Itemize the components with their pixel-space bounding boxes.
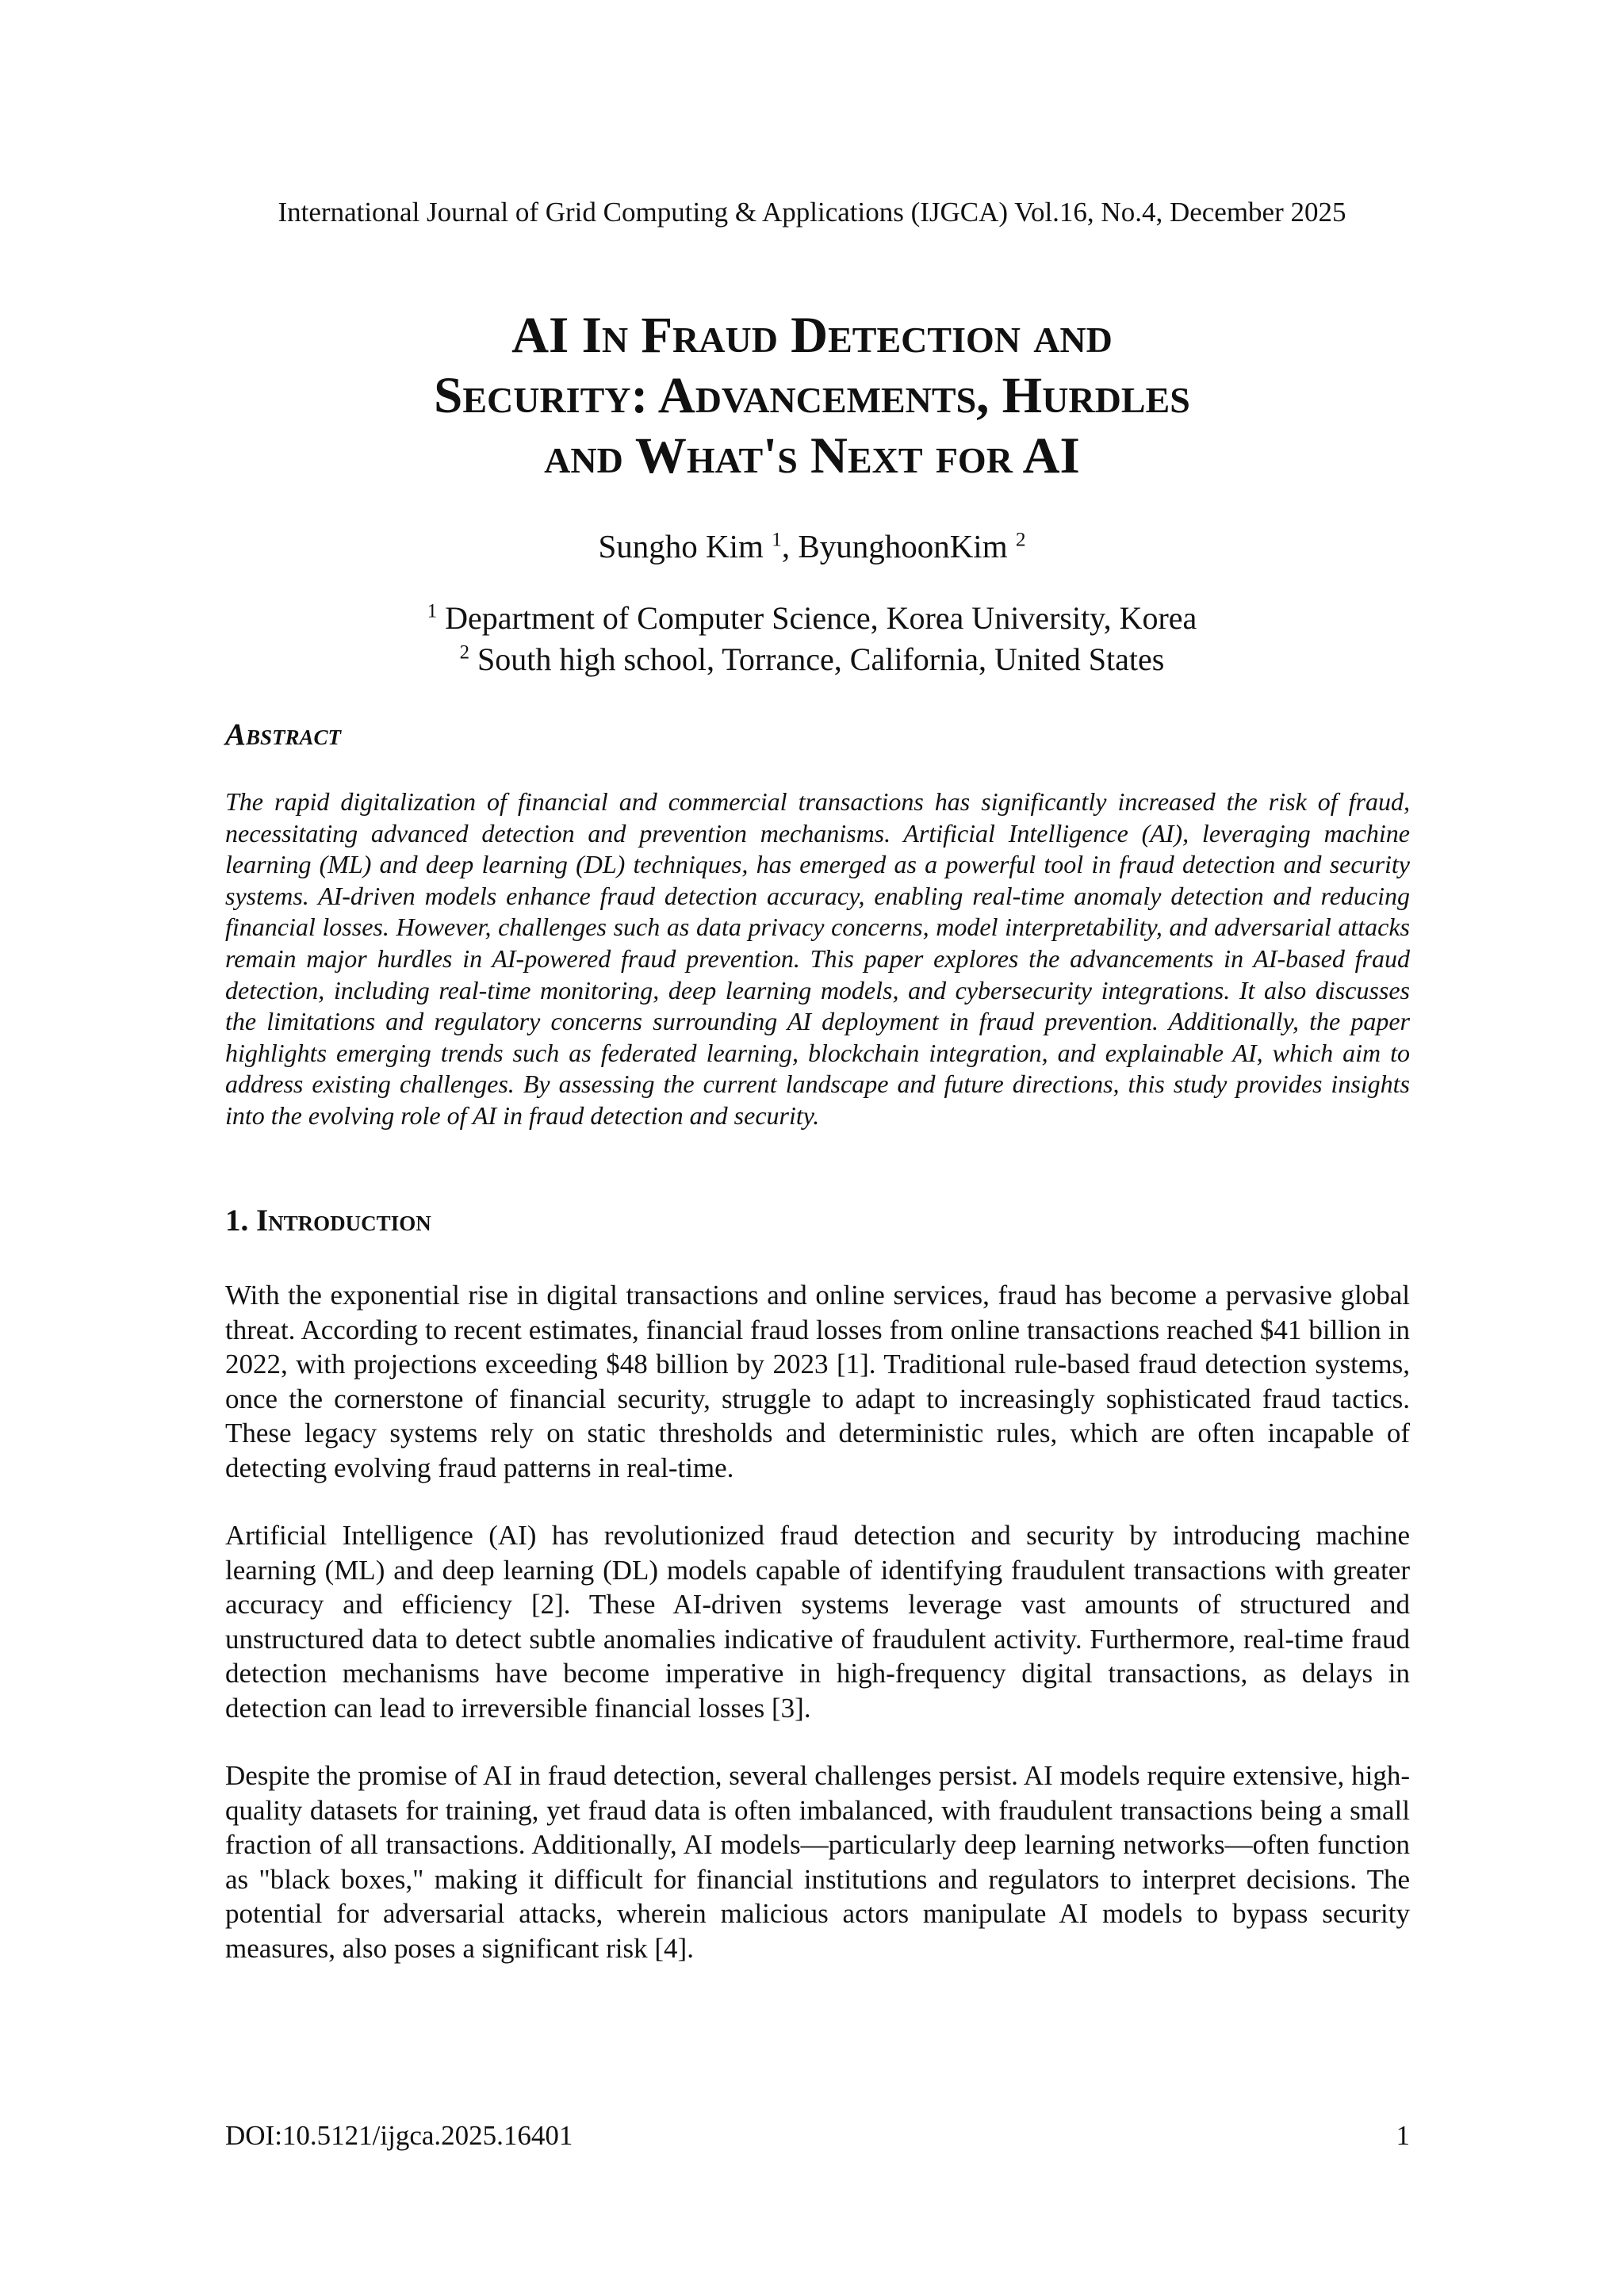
intro-paragraph-2: Artificial Intelligence (AI) has revolutionized fraud detection and security by introducing machine learning (ML) and deep learning (DL) models capable of identifying fraudulent transactions with greater accuracy and efficiency [2]. These AI-driven systems leverage vast amounts of structured and unstructured data to detect subtle anomalies indicative of fraudulent activity. Furthermore, real-time fraud detection mechanisms have become imperative in high-frequency digital transactions, as delays in detection can lead to irreversible financial losses [3]. bbox=[225, 1520, 1410, 1724]
author-separator: , bbox=[781, 528, 799, 564]
author-1-name: Sungho Kim bbox=[598, 528, 772, 564]
affiliation-1-mark: 1 bbox=[427, 600, 438, 622]
intro-paragraph-1: With the exponential rise in digital transactions and online services, fraud has become a pervasive global threat. According to recent estimates, financial fraud losses from online transactions reached $41 billion in 2022, with projections exceeding $48 billion by 2023 [1]. Traditional rule-based fraud detection systems, once the cornerstone of financial security, struggle to adapt to increasingly sophisticated fraud tactics. These legacy systems rely on static thresholds and deterministic rules, which are often incapable of detecting evolving fraud patterns in real-time. bbox=[225, 1280, 1410, 1483]
affiliation-1 bbox=[0, 598, 1624, 639]
affiliations bbox=[0, 598, 1624, 680]
affiliation-2 bbox=[0, 639, 1624, 680]
abstract-body: The rapid digitalization of financial and commercial transactions has significantly increased the risk of fraud, necessitating advanced detection and prevention mechanisms. Artificial Intelligence (AI), leveraging machine learning (ML) and deep learning (DL) techniques, has emerged as a powerful tool in fraud detection and security systems. AI-driven models enhance fraud detection accuracy, enabling real-time anomaly detection and reducing financial losses. However, challenges such as data privacy concerns, model interpretability, and adversarial attacks remain major hurdles in AI-powered fraud prevention. This paper explores the advancements in AI-based fraud detection, including real-time monitoring, deep learning models, and cybersecurity integrations. It also discusses the limitations and regulatory concerns surrounding AI deployment in fraud prevention. Additionally, the paper highlights emerging trends such as federated learning, blockchain integration, and explainable AI, which aim to address existing challenges. By assessing the current landscape and future directions, this study provides insights into the evolving role of AI in fraud detection and security. bbox=[225, 787, 1410, 1130]
title-line-2: Security: Advancements, Hurdles bbox=[434, 367, 1190, 424]
affiliation-1-text: Department of Computer Science, Korea University, Korea bbox=[437, 600, 1197, 636]
title-line-1: AI In Fraud Detection and bbox=[511, 307, 1113, 364]
abstract-heading: Abstract bbox=[225, 718, 342, 752]
author-2-name: ByunghoonKim bbox=[798, 528, 1016, 564]
author-2-affiliation-mark: 2 bbox=[1015, 528, 1026, 551]
affiliation-2-mark: 2 bbox=[459, 641, 470, 664]
page-number: 1 bbox=[1396, 2120, 1410, 2151]
intro-paragraph-3: Despite the promise of AI in fraud detection, several challenges persist. AI models require extensive, high-quality datasets for training, yet fraud data is often imbalanced, with fraudulent transactions being a small fraction of all transactions. Additionally, AI models—particularly deep learning networks—often function as "black boxes," making it difficult for financial institutions and regulators to interpret decisions. The potential for adversarial attacks, wherein malicious actors manipulate AI models to bypass security measures, also poses a significant risk [4]. bbox=[225, 1760, 1410, 1964]
running-header: International Journal of Grid Computing & Applications (IJGCA) Vol.16, No.4, December 2025 bbox=[278, 197, 1346, 228]
paper-title bbox=[178, 305, 1446, 486]
title-line-3: and What's Next for AI bbox=[544, 427, 1080, 484]
introduction-heading: 1. Introduction bbox=[225, 1203, 431, 1238]
author-list bbox=[0, 526, 1624, 566]
author-1-affiliation-mark: 1 bbox=[772, 528, 782, 551]
affiliation-2-text: South high school, Torrance, California, United States bbox=[469, 641, 1165, 677]
footer-doi: DOI:10.5121/ijgca.2025.16401 bbox=[225, 2120, 573, 2151]
